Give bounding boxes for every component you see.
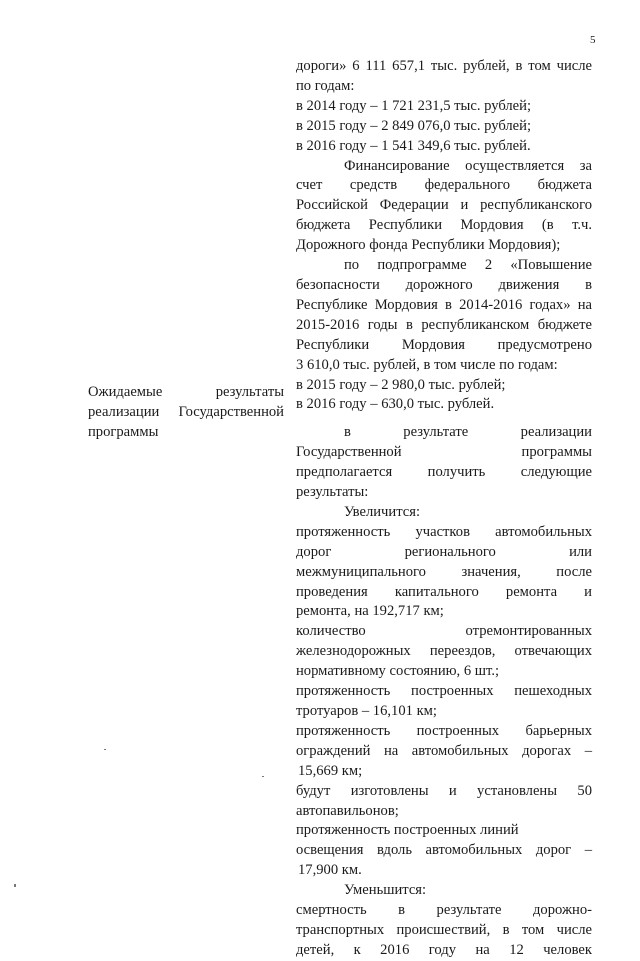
text-line: 17,900 км.: [298, 862, 362, 879]
text-line: Республике Мордовия в 2014-2016 годах» на: [296, 296, 592, 313]
text-line: Финансирование осуществляется за: [344, 157, 592, 174]
text-line: 3 610,0 тыс. рублей, в том числе по годам:: [296, 356, 558, 373]
text-line: по годам:: [296, 77, 355, 94]
text-line: протяженность участков автомобильных: [296, 523, 592, 540]
label-line: программы: [88, 423, 159, 440]
financing-section: [296, 57, 592, 415]
text-line: безопасности дорожного движения в: [296, 276, 592, 293]
text-line: нормативному состоянию, 6 шт.;: [296, 663, 500, 680]
text-line: протяженность построенных пешеходных: [296, 683, 592, 700]
label-line: Ожидаемые результаты: [88, 384, 284, 400]
text-line: Дорожного фонда Республики Мордовия);: [296, 237, 561, 254]
text-line: будут изготовлены и установлены 50: [296, 782, 592, 799]
text-line: в 2014 году – 1 721 231,5 тыс. рублей;: [296, 97, 532, 114]
text-line: транспортных происшествий, в том числе: [296, 921, 592, 938]
scan-speck: [104, 749, 106, 750]
text-line: дороги» 6 111 657,1 тыс. рублей, в том числе: [296, 58, 592, 74]
scan-speck: [262, 776, 264, 777]
subheading: Увеличится:: [344, 503, 421, 520]
text-line: смертность в результате дорожно-: [296, 902, 592, 919]
text-line: протяженность построенных линий: [296, 822, 519, 839]
text-line: проведения капитального ремонта и: [296, 583, 592, 600]
left-column-label: [88, 383, 284, 443]
text-line: тротуаров – 16,101 км;: [296, 703, 437, 719]
text-line: в 2015 году – 2 849 076,0 тыс. рублей;: [296, 117, 532, 134]
label-line: реализации Государственной: [88, 403, 284, 420]
text-line: 2015-2016 годы в республиканском бюджете: [296, 316, 592, 333]
text-line: Республики Мордовия предусмотрено: [296, 336, 592, 353]
text-line: в 2015 году – 2 980,0 тыс. рублей;: [296, 376, 506, 393]
text-line: автопавильонов;: [296, 802, 399, 819]
text-line: освещения вдоль автомобильных дорог –: [296, 842, 592, 859]
text-line: предполагается получить следующие: [296, 464, 592, 481]
text-line: бюджета Республики Мордовия (в т.ч.: [296, 217, 592, 234]
text-line: дорог регионального или: [296, 543, 592, 560]
page-number: 5: [590, 34, 596, 46]
text-line: 15,669 км;: [298, 762, 363, 779]
subheading: Уменьшится:: [344, 882, 427, 899]
text-line: протяженность построенных барьерных: [296, 722, 592, 739]
text-line: Государственной программы: [296, 444, 592, 461]
text-line: Российской Федерации и республиканского: [296, 197, 592, 214]
text-line: детей, к 2016 году на 12 человек: [296, 941, 592, 958]
text-line: счет средств федерального бюджета: [296, 177, 592, 194]
scan-speck: [14, 884, 16, 887]
text-line: в результате реализации: [344, 424, 592, 441]
text-line: железнодорожных переездов, отвечающих: [296, 643, 592, 660]
text-line: в 2016 году – 630,0 тыс. рублей.: [296, 396, 495, 413]
results-section: [296, 423, 592, 960]
text-line: ремонта, на 192,717 км;: [296, 603, 444, 620]
text-line: ограждений на автомобильных дорогах –: [296, 742, 592, 759]
text-line: по подпрограмме 2 «Повышение: [344, 257, 592, 274]
text-line: количество отремонтированных: [296, 623, 592, 640]
text-line: в 2016 году – 1 541 349,6 тыс. рублей.: [296, 137, 531, 154]
text-line: результаты:: [296, 484, 369, 501]
right-column-content: [296, 57, 592, 961]
text-line: межмуниципального значения, после: [296, 563, 592, 580]
